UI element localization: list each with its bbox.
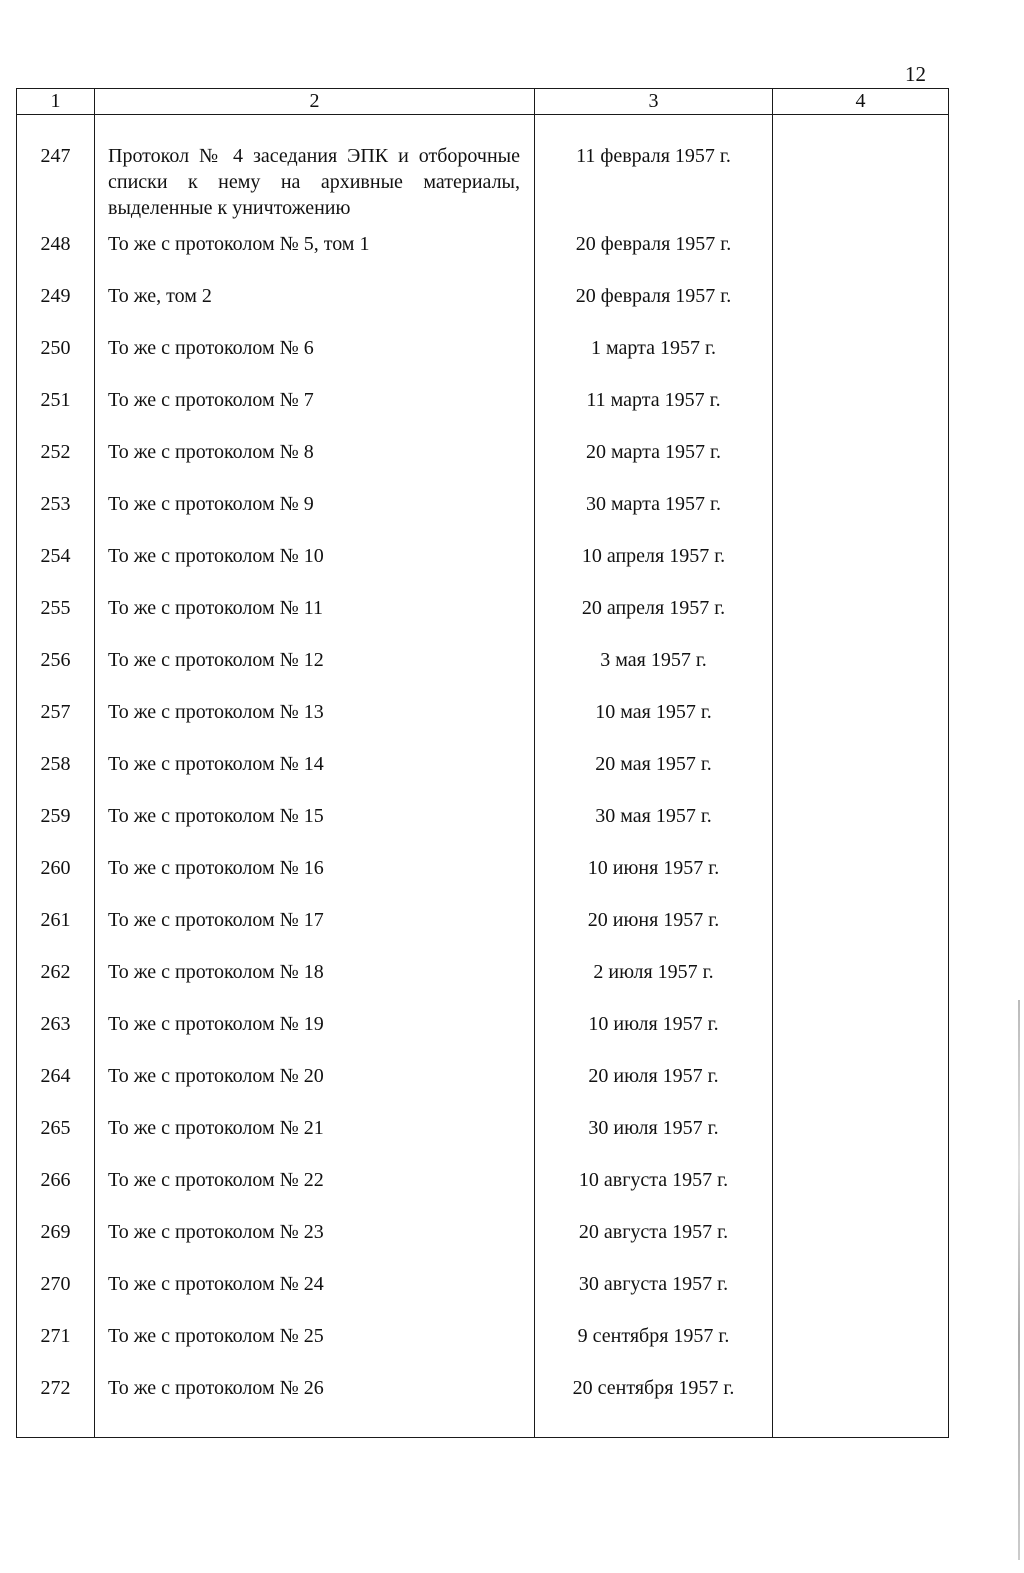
row-date: 10 августа 1957 г. (535, 1167, 773, 1219)
table-header (17, 89, 949, 115)
table-row (17, 1167, 949, 1219)
page-number: 12 (905, 62, 926, 86)
scan-edge-mark (1018, 1000, 1020, 1560)
row-number: 263 (17, 1011, 95, 1063)
row-date: 20 сентября 1957 г. (535, 1375, 773, 1438)
row-date: 10 апреля 1957 г. (535, 543, 773, 595)
table-row (17, 387, 949, 439)
row-title: То же с протоколом № 12 (95, 647, 535, 699)
row-note (773, 1167, 949, 1219)
row-date: 30 августа 1957 г. (535, 1271, 773, 1323)
row-title: То же с протоколом № 10 (95, 543, 535, 595)
row-number: 250 (17, 335, 95, 387)
row-date: 30 марта 1957 г. (535, 491, 773, 543)
row-number: 255 (17, 595, 95, 647)
row-date: 20 апреля 1957 г. (535, 595, 773, 647)
row-note (773, 1115, 949, 1167)
row-number: 248 (17, 231, 95, 283)
table-row (17, 595, 949, 647)
column-header-2: 2 (95, 89, 535, 115)
table-row (17, 803, 949, 855)
row-note (773, 855, 949, 907)
row-number: 249 (17, 283, 95, 335)
table-row (17, 647, 949, 699)
row-date: 10 мая 1957 г. (535, 699, 773, 751)
row-title: То же с протоколом № 15 (95, 803, 535, 855)
row-note (773, 387, 949, 439)
table-row (17, 699, 949, 751)
row-title: То же с протоколом № 26 (95, 1375, 535, 1438)
row-title: То же с протоколом № 18 (95, 959, 535, 1011)
table-row (17, 751, 949, 803)
row-note (773, 907, 949, 959)
row-title: То же с протоколом № 23 (95, 1219, 535, 1271)
row-title: То же с протоколом № 21 (95, 1115, 535, 1167)
table-row (17, 335, 949, 387)
row-date: 11 марта 1957 г. (535, 387, 773, 439)
table-row (17, 959, 949, 1011)
row-date: 9 сентября 1957 г. (535, 1323, 773, 1375)
table-row (17, 1271, 949, 1323)
row-title: То же с протоколом № 5, том 1 (95, 231, 535, 283)
row-number: 247 (17, 115, 95, 232)
row-note (773, 1063, 949, 1115)
row-number: 253 (17, 491, 95, 543)
row-note (773, 1011, 949, 1063)
table-row (17, 1375, 949, 1438)
row-title: То же с протоколом № 9 (95, 491, 535, 543)
row-number: 259 (17, 803, 95, 855)
row-date: 1 марта 1957 г. (535, 335, 773, 387)
row-note (773, 491, 949, 543)
row-number: 262 (17, 959, 95, 1011)
row-title: То же с протоколом № 11 (95, 595, 535, 647)
row-note (773, 115, 949, 232)
row-date: 30 мая 1957 г. (535, 803, 773, 855)
row-note (773, 1323, 949, 1375)
row-note (773, 1219, 949, 1271)
table-row (17, 1115, 949, 1167)
row-title: То же с протоколом № 13 (95, 699, 535, 751)
row-date: 20 июня 1957 г. (535, 907, 773, 959)
column-header-4: 4 (773, 89, 949, 115)
row-note (773, 283, 949, 335)
row-title: То же с протоколом № 6 (95, 335, 535, 387)
row-date: 20 марта 1957 г. (535, 439, 773, 491)
table-row (17, 491, 949, 543)
row-note (773, 751, 949, 803)
row-number: 260 (17, 855, 95, 907)
row-date: 20 июля 1957 г. (535, 1063, 773, 1115)
row-title: То же с протоколом № 17 (95, 907, 535, 959)
row-note (773, 231, 949, 283)
row-note (773, 699, 949, 751)
row-date: 10 июня 1957 г. (535, 855, 773, 907)
row-title: То же с протоколом № 25 (95, 1323, 535, 1375)
row-date: 20 февраля 1957 г. (535, 231, 773, 283)
row-title: То же с протоколом № 7 (95, 387, 535, 439)
table-row (17, 439, 949, 491)
row-title: То же с протоколом № 20 (95, 1063, 535, 1115)
row-title: То же с протоколом № 16 (95, 855, 535, 907)
table-row (17, 1219, 949, 1271)
row-number: 258 (17, 751, 95, 803)
row-date: 20 мая 1957 г. (535, 751, 773, 803)
row-number: 254 (17, 543, 95, 595)
row-title: Протокол № 4 заседания ЭПК и отборочные списки к нему на архивные материалы, выделенные к уничтожению (95, 115, 535, 232)
column-header-1: 1 (17, 89, 95, 115)
table-row (17, 1323, 949, 1375)
document-register-table (16, 88, 949, 1438)
row-title: То же с протоколом № 24 (95, 1271, 535, 1323)
row-note (773, 1375, 949, 1438)
row-number: 256 (17, 647, 95, 699)
row-title: То же, том 2 (95, 283, 535, 335)
row-note (773, 803, 949, 855)
row-number: 270 (17, 1271, 95, 1323)
row-title: То же с протоколом № 8 (95, 439, 535, 491)
row-number: 265 (17, 1115, 95, 1167)
row-number: 261 (17, 907, 95, 959)
row-date: 10 июля 1957 г. (535, 1011, 773, 1063)
row-number: 257 (17, 699, 95, 751)
row-date: 20 февраля 1957 г. (535, 283, 773, 335)
row-note (773, 439, 949, 491)
row-note (773, 959, 949, 1011)
row-date: 3 мая 1957 г. (535, 647, 773, 699)
row-date: 20 августа 1957 г. (535, 1219, 773, 1271)
row-date: 2 июля 1957 г. (535, 959, 773, 1011)
table-row (17, 283, 949, 335)
table-row (17, 543, 949, 595)
column-header-3: 3 (535, 89, 773, 115)
row-number: 271 (17, 1323, 95, 1375)
row-number: 264 (17, 1063, 95, 1115)
row-date: 11 февраля 1957 г. (535, 115, 773, 232)
table-row (17, 231, 949, 283)
header-row (17, 89, 949, 115)
row-number: 269 (17, 1219, 95, 1271)
row-date: 30 июля 1957 г. (535, 1115, 773, 1167)
row-note (773, 335, 949, 387)
row-number: 272 (17, 1375, 95, 1438)
table-row (17, 855, 949, 907)
row-number: 266 (17, 1167, 95, 1219)
row-title: То же с протоколом № 14 (95, 751, 535, 803)
row-note (773, 1271, 949, 1323)
row-note (773, 647, 949, 699)
table-body (17, 115, 949, 1438)
table-row (17, 1063, 949, 1115)
row-title: То же с протоколом № 22 (95, 1167, 535, 1219)
row-note (773, 595, 949, 647)
table-row (17, 1011, 949, 1063)
table-row (17, 115, 949, 232)
row-title: То же с протоколом № 19 (95, 1011, 535, 1063)
row-number: 251 (17, 387, 95, 439)
row-note (773, 543, 949, 595)
row-number: 252 (17, 439, 95, 491)
table-row (17, 907, 949, 959)
